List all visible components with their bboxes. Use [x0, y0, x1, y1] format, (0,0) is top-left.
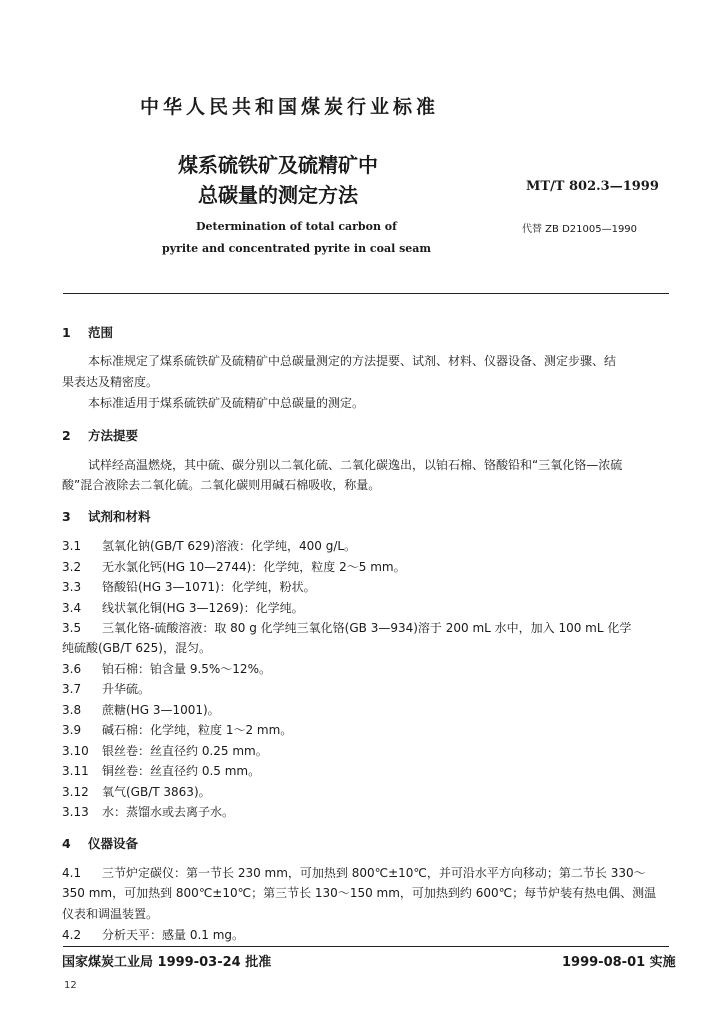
- apparatus-item-4-1-line-3: 仪表和调温装置。: [62, 907, 159, 921]
- english-title-line-2: pyrite and concentrated pyrite in coal seam: [162, 242, 432, 255]
- replaces-note: 代替 ZB D21005—1990: [522, 224, 638, 235]
- principle-line-2: 酸”混合液除去二氧化硫。二氧化碳则用碱石棉吸收，称量。: [62, 478, 381, 492]
- implementation-date: 1999-08-01 实施: [562, 955, 676, 970]
- page-number: 12: [64, 980, 77, 991]
- section-title: 仪器设备: [88, 836, 139, 851]
- section-number: 3: [62, 509, 71, 524]
- section-title: 试剂和材料: [88, 509, 151, 524]
- reagent-item: 3.2 无水氯化钙(HG 10—2744)：化学纯，粒度 2～5 mm。: [62, 560, 406, 574]
- scope-paragraph-1-line-1: 本标准规定了煤系硫铁矿及硫精矿中总碳量测定的方法提要、试剂、材料、仪器设备、测定步骤、结: [88, 354, 617, 368]
- section-4-heading: [62, 834, 138, 852]
- apparatus-item-4-1-line-2: 350 mm，可加热到 800℃±10℃；第三节长 130～150 mm，可加热到约 600℃；每节炉装有热电偶、测温: [62, 886, 657, 900]
- standard-number: MT/T 802.3—1999: [526, 179, 659, 194]
- section-2-heading: [62, 426, 138, 444]
- section-title: 范围: [88, 325, 114, 340]
- reagent-item: 3.7 升华硫。: [62, 682, 151, 696]
- reagent-item: 3.4 线状氧化铜(HG 3—1269)：化学纯。: [62, 601, 304, 615]
- principle-line-1: 试样经高温燃烧，其中硫、碳分别以二氧化硫、二氧化碳逸出，以铂石棉、铬酸铅和“三氧化铬—浓硫: [88, 458, 623, 472]
- reagent-item-continuation: 纯硫酸(GB/T 625)，混匀。: [62, 641, 211, 655]
- reagent-item: 3.9 碱石棉：化学纯，粒度 1～2 mm。: [62, 723, 293, 737]
- apparatus-item-4-1: 4.1 三节炉定碳仪：第一节长 230 mm，可加热到 800℃±10℃，并可沿水平方向移动；第二节长 330～: [62, 866, 646, 880]
- section-1-heading: [62, 323, 113, 341]
- reagent-item: 3.11 铜丝卷：丝直径约 0.5 mm。: [62, 764, 261, 778]
- scope-paragraph-2: 本标准适用于煤系硫铁矿及硫精矿中总碳量的测定。: [88, 396, 365, 410]
- footer-divider: [63, 946, 669, 947]
- section-number: 2: [62, 428, 71, 443]
- reagent-item: 3.5 三氧化铬-硫酸溶液：取 80 g 化学纯三氧化铬(GB 3—934)溶于 200 mL 水中，加入 100 mL 化学: [62, 621, 632, 635]
- reagent-item: 3.6 铂石棉：铂含量 9.5%～12%。: [62, 662, 271, 676]
- approval-date: 国家煤炭工业局 1999-03-24 批准: [62, 955, 272, 970]
- english-title-line-1: Determination of total carbon of: [196, 220, 397, 233]
- reagent-item: 3.10 银丝卷：丝直径约 0.25 mm。: [62, 744, 268, 758]
- reagent-item: 3.12 氧气(GB/T 3863)。: [62, 785, 211, 799]
- apparatus-item-4-2: 4.2 分析天平：感量 0.1 mg。: [62, 928, 245, 942]
- standard-category-header: 中华人民共和国煤炭行业标准: [140, 96, 440, 118]
- scope-paragraph-1-line-2: 果表达及精密度。: [62, 375, 159, 389]
- reagent-item: 3.13 水：蒸馏水或去离子水。: [62, 805, 235, 819]
- reagent-item: 3.1 氢氧化钠(GB/T 629)溶液：化学纯，400 g/L。: [62, 539, 357, 553]
- reagent-item: 3.8 蔗糖(HG 3—1001)。: [62, 703, 220, 717]
- section-number: 4: [62, 836, 71, 851]
- section-title: 方法提要: [88, 428, 139, 443]
- header-divider: [63, 293, 669, 294]
- title-line-2: 总碳量的测定方法: [198, 183, 358, 207]
- reagent-item: 3.3 铬酸铅(HG 3—1071)：化学纯，粉状。: [62, 580, 316, 594]
- section-3-heading: [62, 507, 151, 525]
- section-number: 1: [62, 325, 71, 340]
- title-line-1: 煤系硫铁矿及硫精矿中: [178, 153, 378, 177]
